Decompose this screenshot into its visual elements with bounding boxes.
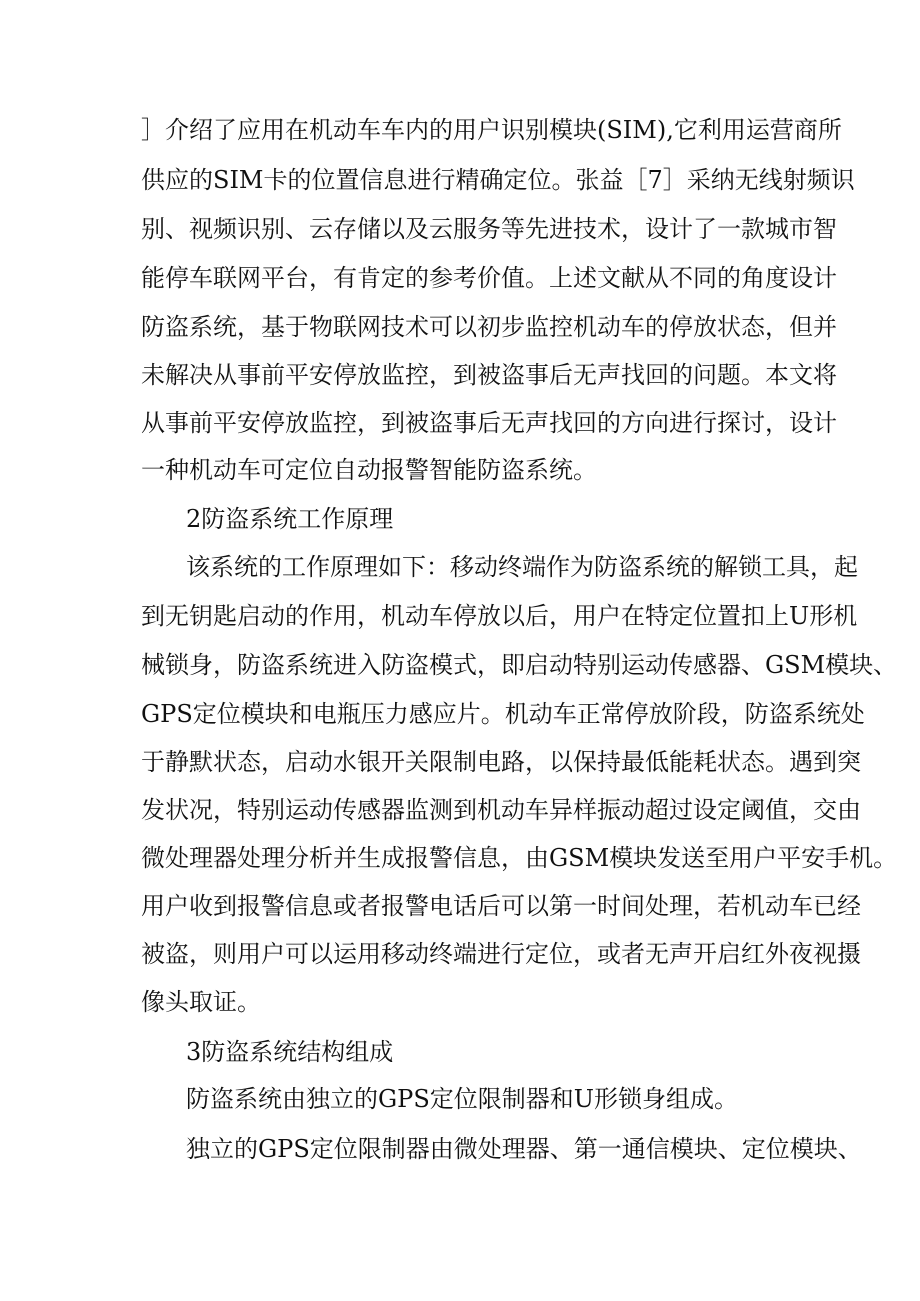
text-line: GPS定位模块和电瓶压力感应片。机动车正常停放阶段，防盗系统处 <box>141 700 865 728</box>
text-line: 未解决从事前平安停放监控，到被盗事后无声找回的问题。本文将 <box>141 361 837 389</box>
section-heading: 3防盗系统结构组成 <box>186 1038 394 1066</box>
text-line: 到无钥匙启动的作用，机动车停放以后，用户在特定位置扣上U形机 <box>141 602 858 630</box>
text-line: 防盗系统，基于物联网技术可以初步监控机动车的停放状态，但并 <box>141 313 837 341</box>
text-line: ］介绍了应用在机动车车内的用户识别模块(SIM),它利用运营商所 <box>141 116 842 144</box>
text-line: 防盗系统由独立的GPS定位限制器和U形锁身组成。 <box>186 1085 738 1113</box>
text-line: 于静默状态，启动水银开关限制电路，以保持最低能耗状态。遇到突 <box>141 748 861 776</box>
text-line: 该系统的工作原理如下：移动终端作为防盗系统的解锁工具，起 <box>186 553 858 581</box>
text-line: 独立的GPS定位限制器由微处理器、第一通信模块、定位模块、 <box>186 1135 862 1163</box>
text-line: 被盗，则用户可以运用移动终端进行定位，或者无声开启红外夜视摄 <box>141 940 861 968</box>
text-line: 从事前平安停放监控，到被盗事后无声找回的方向进行探讨，设计 <box>141 409 837 437</box>
text-line: 一种机动车可定位自动报警智能防盗系统。 <box>141 456 597 484</box>
text-line: 用户收到报警信息或者报警电话后可以第一时间处理，若机动车已经 <box>141 892 861 920</box>
text-line: 像头取证。 <box>141 988 261 1016</box>
text-line: 供应的SIM卡的位置信息进行精确定位。张益［7］采纳无线射频识 <box>141 166 855 194</box>
text-line: 微处理器处理分析并生成报警信息，由GSM模块发送至用户平安手机。 <box>141 844 898 872</box>
text-line: 发状况，特别运动传感器监测到机动车异样振动超过设定阈值，交由 <box>141 796 861 824</box>
text-line: 械锁身，防盗系统进入防盗模式，即启动特别运动传感器、GSM模块、 <box>141 651 898 679</box>
section-heading: 2防盗系统工作原理 <box>186 505 394 533</box>
text-line: 别、视频识别、云存储以及云服务等先进技术，设计了一款城市智 <box>141 215 837 243</box>
text-line: 能停车联网平台，有肯定的参考价值。上述文献从不同的角度设计 <box>141 264 837 292</box>
